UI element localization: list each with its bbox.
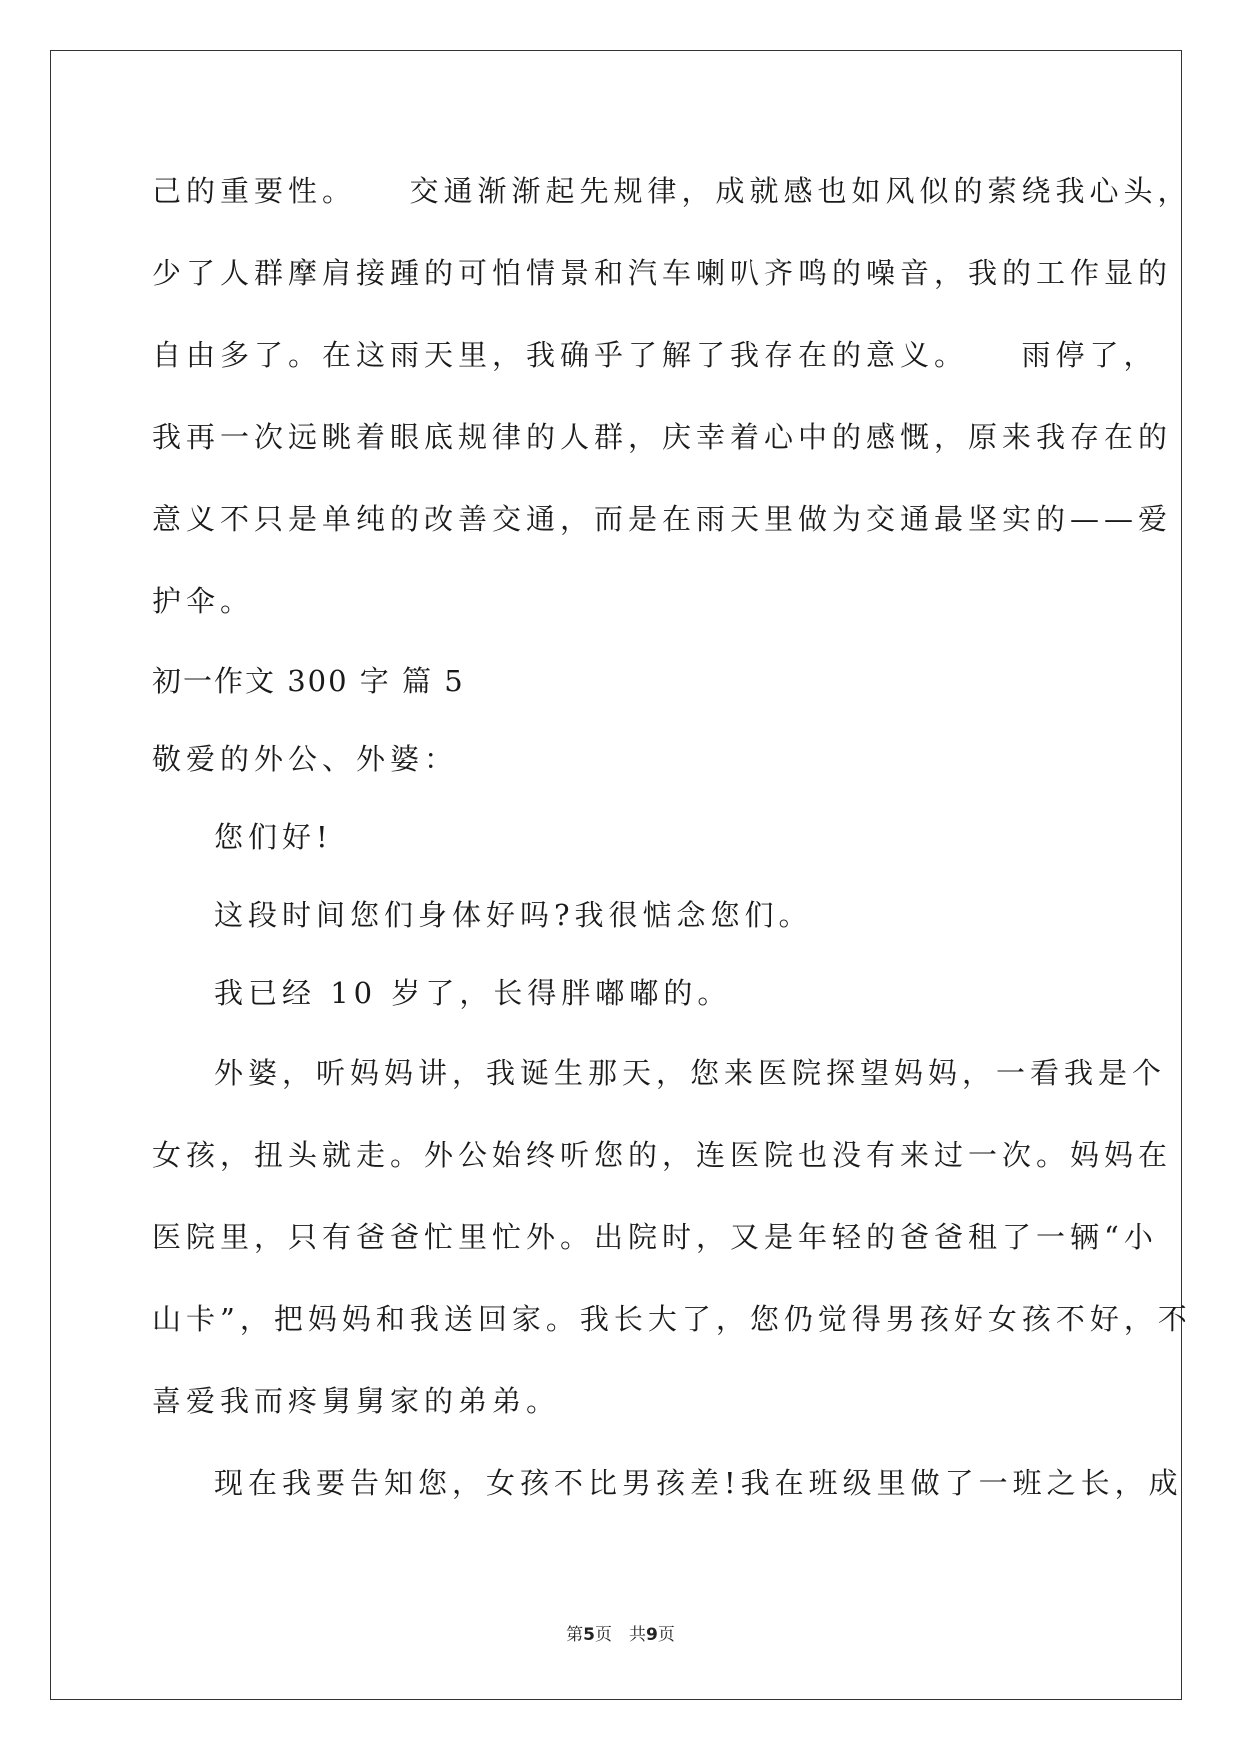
footer-suffix: 页: [657, 1625, 675, 1645]
paragraph: 这段时间您们身体好吗?我很惦念您们。: [214, 898, 813, 932]
text-line: 护伞。: [152, 584, 255, 618]
greeting: 您们好!: [214, 820, 333, 854]
section-title: 初一作文 300 字 篇 5: [152, 664, 465, 698]
document-body: [152, 150, 1192, 1524]
footer-prefix: 第: [566, 1625, 584, 1645]
paragraph: 我已经 10 岁了，长得胖嘟嘟的。: [214, 976, 732, 1010]
text-line: 现在我要告知您，女孩不比男孩差!我在班级里做了一班之长，成: [214, 1466, 1183, 1500]
text-line: 少了人群摩肩接踵的可怕情景和汽车喇叭齐鸣的噪音，我的工作显的: [152, 256, 1173, 290]
text-line: 我再一次远眺着眼底规律的人群，庆幸着心中的感慨，原来我存在的: [152, 420, 1173, 454]
total-pages: 9: [646, 1625, 658, 1645]
text-line: 意义不只是单纯的改善交通，而是在雨天里做为交通最坚实的——爱: [152, 502, 1173, 536]
page-number: 5: [583, 1625, 595, 1645]
footer-mid: 页 共: [595, 1625, 646, 1645]
text-line: 喜爱我而疼舅舅家的弟弟。: [152, 1384, 561, 1418]
text-line: 己的重要性。 交通渐渐起先规律，成就感也如风似的萦绕我心头，: [152, 174, 1192, 208]
text-line: 山卡”，把妈妈和我送回家。我长大了，您仍觉得男孩好女孩不好，不: [152, 1302, 1192, 1336]
salutation: 敬爱的外公、外婆：: [152, 742, 459, 776]
page-footer: [0, 1620, 1241, 1645]
text-line: 女孩，扭头就走。外公始终听您的，连医院也没有来过一次。妈妈在: [152, 1138, 1173, 1172]
text-line: 自由多了。在这雨天里，我确乎了解了我存在的意义。 雨停了，: [152, 338, 1158, 372]
text-line: 医院里，只有爸爸忙里忙外。出院时，又是年轻的爸爸租了一辆“小: [152, 1220, 1158, 1254]
text-line: 外婆，听妈妈讲，我诞生那天，您来医院探望妈妈，一看我是个: [214, 1056, 1167, 1090]
